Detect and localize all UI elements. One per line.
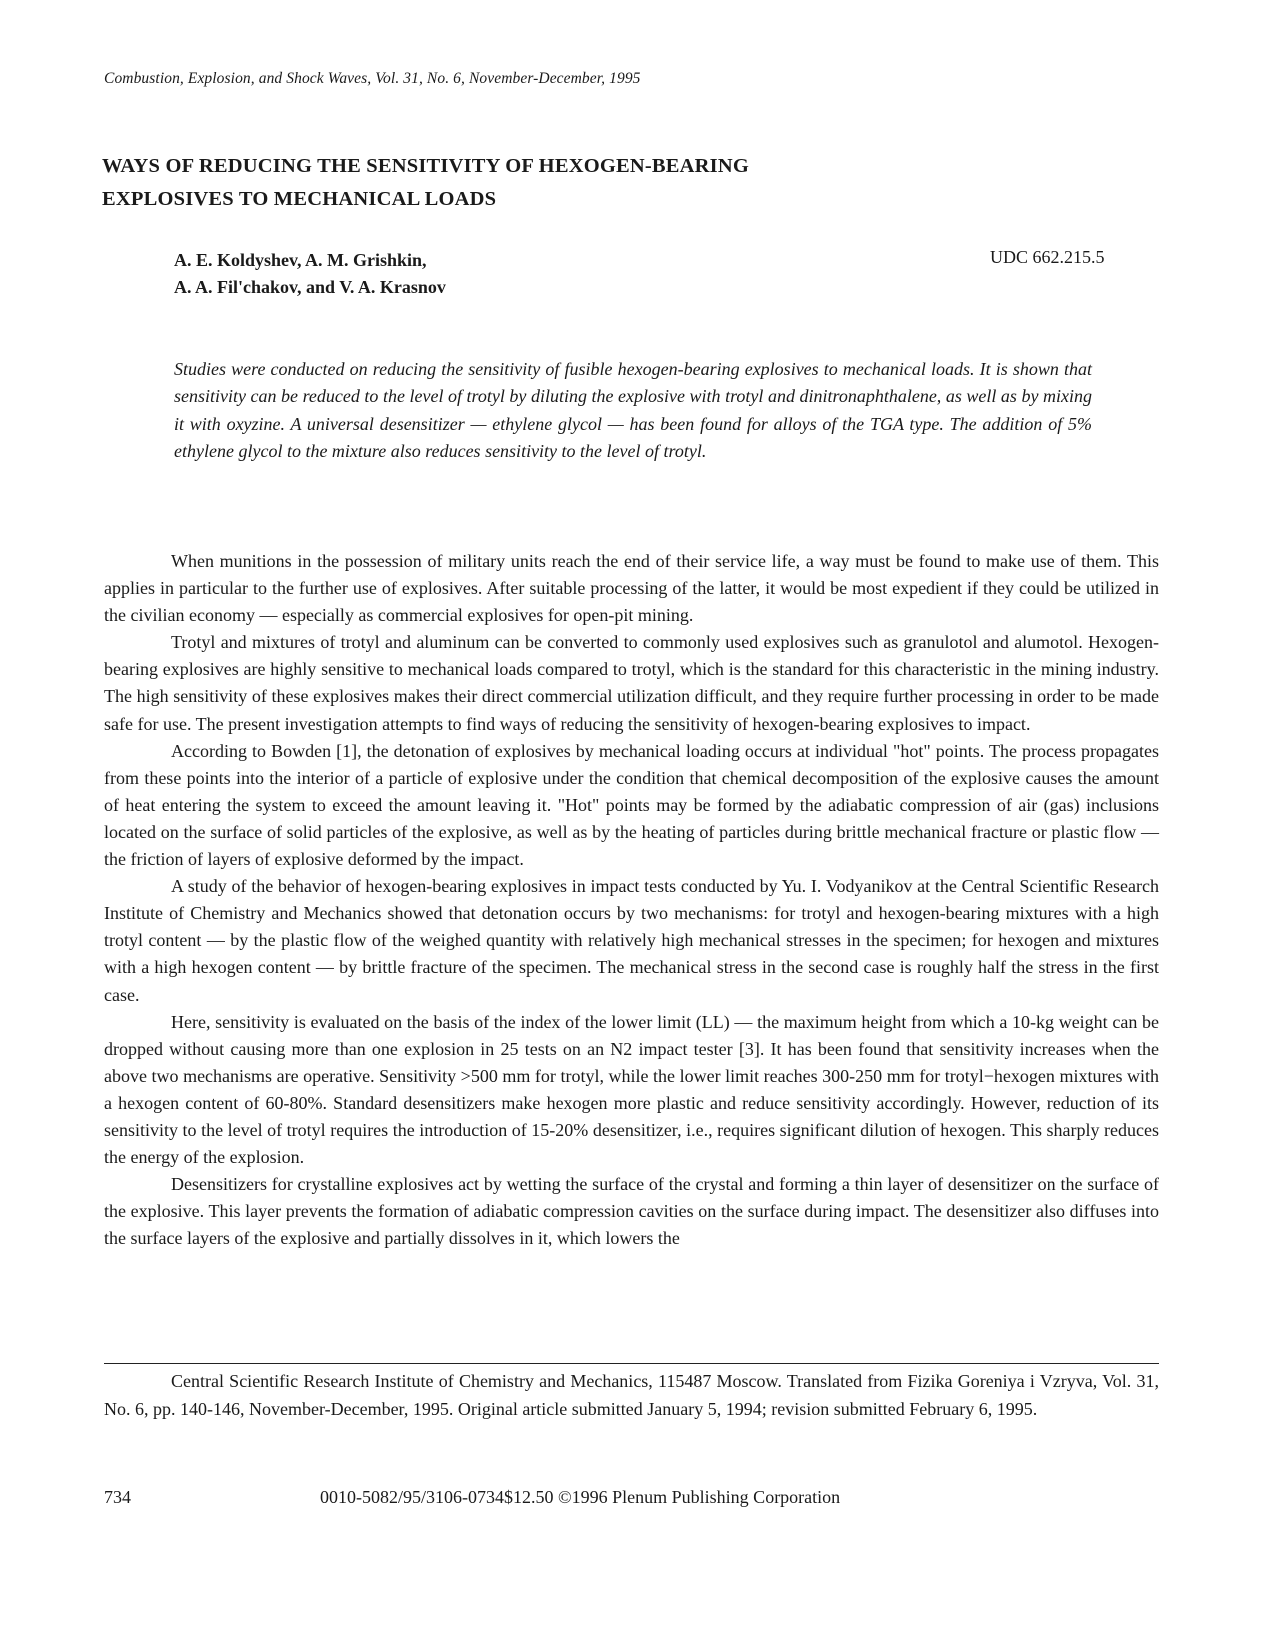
- affiliation-footnote: Central Scientific Research Institute of Chemistry and Mechanics, 115487 Moscow. Translated from Fizika Goreniya i Vzryva, Vol. 31, No. 6, pp. 140-146, November-December, 1995. Original article submitted January 5, 1994; revision submitted February 6, 1995.: [104, 1371, 1159, 1419]
- author-line: A. A. Fil'chakov, and V. A. Krasnov: [174, 277, 446, 297]
- body-paragraph: According to Bowden [1], the detonation of explosives by mechanical loading occurs at individual "hot" points. The process propagates from these points into the interior of a particle of explosive under the condition that chemical decomposition of the explosive causes the amount of heat entering the system to exceed the amount leaving it. "Hot" points may be formed by the adiabatic compression of air (gas) inclusions located on the surface of solid particles of the explosive, as well as by the heating of particles during brittle mechanical fracture or plastic flow — the friction of layers of explosive deformed by the impact.: [104, 740, 1159, 870]
- author-list: [174, 247, 446, 301]
- body-paragraph: When munitions in the possession of military units reach the end of their service life, a way must be found to make use of them. This applies in particular to the further use of explosives. After suitable processing of the latter, it would be most expedient if they could be utilized in the civilian economy — especially as commercial explosives for open-pit mining.: [104, 551, 1159, 626]
- article-title: [102, 150, 862, 216]
- author-line: A. E. Koldyshev, A. M. Grishkin,: [174, 250, 427, 270]
- article-body: [104, 548, 1159, 1252]
- udc-code: UDC 662.215.5: [990, 247, 1105, 267]
- body-paragraph: Trotyl and mixtures of trotyl and aluminum can be converted to commonly used explosives such as granulotol and alumotol. Hexogen-bearing explosives are highly sensitive to mechanical loads compared to trotyl, which is the standard for this characteristic in the mining industry. The high sensitivity of these explosives makes their direct commercial utilization difficult, and they require further processing in order to be made safe for use. The present investigation attempts to find ways of reducing the sensitivity of hexogen-bearing explosives to impact.: [104, 632, 1159, 734]
- title-line: WAYS OF REDUCING THE SENSITIVITY OF HEXOGEN-BEARING: [102, 155, 749, 177]
- title-line: EXPLOSIVES TO MECHANICAL LOADS: [102, 188, 497, 210]
- body-paragraph: Here, sensitivity is evaluated on the basis of the index of the lower limit (LL) — the maximum height from which a 10-kg weight can be dropped without causing more than one explosion in 25 tests on an N2 impact tester [3]. It has been found that sensitivity increases when the above two mechanisms are operative. Sensitivity >500 mm for trotyl, while the lower limit reaches 300-250 mm for trotyl−hexogen mixtures with a hexogen content of 60-80%. Standard desensitizers make hexogen more plastic and reduce sensitivity accordingly. However, reduction of its sensitivity to the level of trotyl requires the introduction of 15-20% desensitizer, i.e., requires significant dilution of hexogen. This sharply reduces the energy of the explosion.: [104, 1011, 1159, 1168]
- copyright-line: 0010-5082/95/3106-0734$12.50 ©1996 Plenum Publishing Corporation: [320, 1487, 841, 1507]
- body-paragraph: A study of the behavior of hexogen-bearing explosives in impact tests conducted by Yu. I. Vodyanikov at the Central Scientific Research Institute of Chemistry and Mechanics showed that detonation occurs by two mechanisms: for trotyl and hexogen-bearing mixtures with a high trotyl content — by the plastic flow of the weighed quantity with relatively high mechanical stresses in the specimen; for hexogen and mixtures with a high hexogen content — by brittle fracture of the specimen. The mechanical stress in the second case is roughly half the stress in the first case.: [104, 876, 1159, 1005]
- footnote-divider: [104, 1363, 1159, 1364]
- journal-citation: Combustion, Explosion, and Shock Waves, Vol. 31, No. 6, November-December, 1995: [104, 70, 641, 87]
- body-paragraph: Desensitizers for crystalline explosives act by wetting the surface of the crystal and forming a thin layer of desensitizer on the surface of the explosive. This layer prevents the formation of adiabatic compression cavities on the surface during impact. The desensitizer also diffuses into the surface layers of the explosive and partially dissolves in it, which lowers the: [104, 1174, 1159, 1249]
- page-number: 734: [104, 1487, 131, 1507]
- abstract: Studies were conducted on reducing the sensitivity of fusible hexogen-bearing explosives to mechanical loads. It is shown that sensitivity can be reduced to the level of trotyl by diluting the explosive with trotyl and dinitronaphthalene, as well as by mixing it with oxyzine. A universal desensitizer — ethylene glycol — has been found for alloys of the TGA type. The addition of 5% ethylene glycol to the mixture also reduces sensitivity to the level of trotyl.: [174, 359, 1092, 462]
